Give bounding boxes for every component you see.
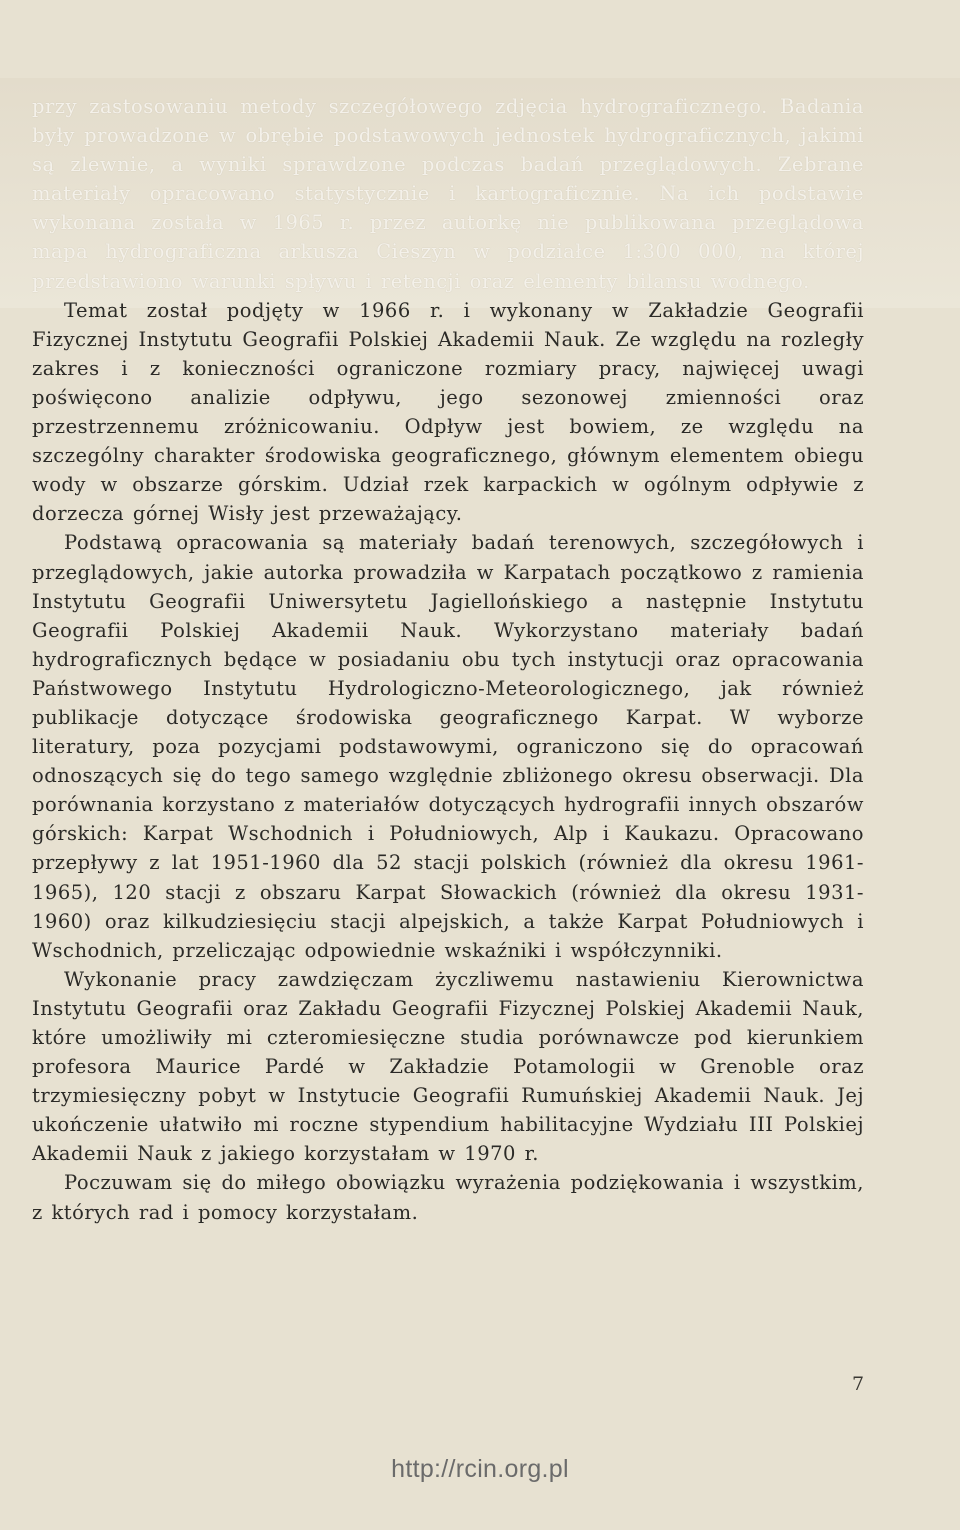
watermark-url: http://rcin.org.pl [391,1455,569,1483]
body-text [32,92,864,1227]
page-number: 7 [852,1373,865,1395]
paragraph-5: Poczuwam się do miłego obowiązku wyrażenia podziękowania i wszystkim, z których rad i pomocy korzystałam. [32,1171,864,1224]
paragraph-4: Wykonanie pracy zawdzięczam życzliwemu nastawieniu Kierownictwa Instytutu Geografii oraz Zakładu Geografii Fizycznej Polskiej Akademii Nauk, które umożliwiły mi czteromiesięczne studia porównawcze pod kierunkiem profesora Maurice Pardé w Zakładzie Potamologii w Grenoble oraz trzymiesięczny pobyt w Instytucie Geografii Rumuńskiej Akademii Nauk. Jej ukończenie ułatwiło mi roczne stypendium habilitacyjne Wydziału III Polskiej Akademii Nauk z jakiego korzystałam w 1970 r. [32,967,864,1166]
paragraph-1: przy zastosowaniu metody szczegółowego zdjęcia hydrograficznego. Badania były prowadzone w obrębie podstawowych jednostek hydrograficznych, jakimi są zlewnie, a wyniki sprawdzone podczas badań przeglądowych. Zebrane materiały opracowano statystycznie i kartograficznie. Na ich podstawie wykonana została w 1965 r. przez autorkę nie publikowana przeglądowa mapa hydrograficzna arkusza Cieszyn w podziałce 1:300 000, na której przedstawiono warunki spływu i retencji oraz elementy bilansu wodnego. [32,95,864,293]
paragraph-2: Temat został podjęty w 1966 r. i wykonany w Zakładzie Geografii Fizycznej Instytutu Geografii Polskiej Akademii Nauk. Ze względu na rozległy zakres i z konieczności ograniczone rozmiary pracy, najwięcej uwagi poświęcono analizie odpływu, jego sezonowej zmienności oraz przestrzennemu zróżnicowaniu. Odpływ jest bowiem, ze względu na szczególny charakter środowiska geograficznego, głównym elementem obiegu wody w obszarze górskim. Udział rzek karpackich w ogólnym odpływie z dorzecza górnej Wisły jest przeważający. [32,298,864,526]
paragraph-3: Podstawą opracowania są materiały badań terenowych, szczegółowych i przeglądowych, jakie autorka prowadziła w Karpatach początkowo z ramienia Instytutu Geografii Uniwersytetu Jagiellońskiego a następnie Instytutu Geografii Polskiej Akademii Nauk. Wykorzystano materiały badań hydrograficznych będące w posiadaniu obu tych instytucji oraz opracowania Państwowego Instytutu Hydrologiczno-Meteorologicznego, jak również publikacje dotyczące środowiska geograficznego Karpat. W wyborze literatury, poza pozycjami podstawowymi, ograniczono się do opracowań odnoszących się do tego samego względnie zbliżonego okresu obserwacji. Dla porównania korzystano z materiałów dotyczących hydrografii innych obszarów górskich: Karpat Wschodnich i Południowych, Alp i Kaukazu. Opracowano przepływy z lat 1951-1960 dla 52 stacji polskich (również dla okresu 1961-1965), 120 stacji z obszaru Karpat Słowackich (również dla okresu 1931-1960) oraz kilkudziesięciu stacji alpejskich, a także Karpat Południowych i Wschodnich, przeliczając odpowiednie wskaźniki i współczynniki. [32,531,864,962]
